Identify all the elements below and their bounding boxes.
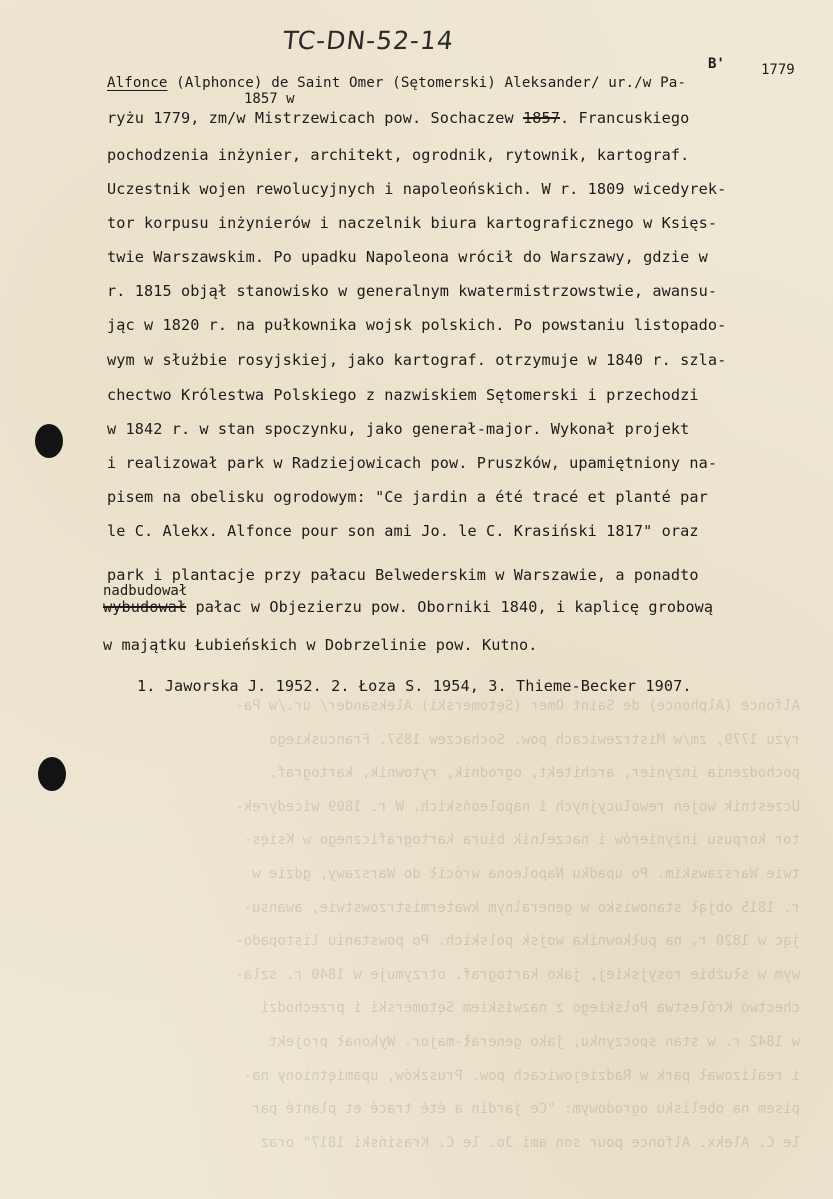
text-line-16 — [103, 598, 713, 616]
body-line: twie Warszawskim. Po upadku Napoleona wrócił do Warszawy, gdzie w — [107, 248, 708, 266]
bleed-through-line: Alfonce (Alphonce) de Saint Omer (Sętomerski) Aleksander/ ur./w Pa- — [235, 698, 800, 714]
body-line: r. 1815 objął stanowisko w generalnym kwatermistrzowstwie, awansu- — [107, 282, 718, 300]
surname: Alfonce — [107, 75, 168, 91]
bleed-through-line: pisem na obelisku ogrodowym: "Ce jardin a été tracé et planté par — [252, 1101, 800, 1118]
birth-year-annotation: 1779 — [761, 62, 795, 78]
birth-place-start: / ur./w Pa- — [590, 75, 687, 91]
death-annotation: 1857 w — [244, 91, 295, 107]
body-line: park i plantacje przy pałacu Belwederskim w Warszawie, a ponadto — [107, 566, 699, 584]
bleed-through-line: r. 1815 objął stanowisko w generalnym kwatermistrzowstwie, awansu- — [243, 899, 800, 916]
archive-signature: TC-DN-52-14 — [281, 26, 456, 55]
inserted-word: nadbudował — [103, 583, 188, 599]
line-2-end: . Francuskiego — [559, 109, 690, 127]
bleed-through-line: twie Warszawskim. Po upadku Napoleona wrócił do Warszawy, gdzie w — [252, 865, 800, 882]
bleed-through-text — [110, 690, 800, 1160]
text-line-1 — [107, 75, 686, 91]
bleed-through-line: chectwo Królestwa Polskiego z nazwiskiem Sętomerski i przechodzi — [260, 1000, 800, 1017]
text-line-2 — [107, 109, 689, 127]
line-2-start: ryżu 1779, zm/w Mistrzewicach pow. Sochaczew — [107, 109, 523, 127]
body-line: Uczestnik wojen rewolucyjnych i napoleońskich. W r. 1809 wicedyrek- — [107, 180, 727, 198]
bleed-through-line: pochodzenia inżynier, architekt, ogrodnik, rytownik, kartograf. — [268, 765, 800, 782]
body-line: w 1842 r. w stan spoczynku, jako generał-major. Wykonał projekt — [107, 420, 690, 438]
body-line: le C. Alekx. Alfonce pour son ami Jo. le C. Krasiński 1817" oraz — [107, 522, 699, 540]
body-line: tor korpusu inżynierów i naczelnik biura kartograficznego w Księs- — [107, 214, 718, 232]
body-line: pisem na obelisku ogrodowym: "Ce jardin a été tracé et planté par — [107, 488, 708, 506]
bleed-through-line: tor korpusu inżynierów i naczelnik biura kartograficznego w Księs- — [243, 832, 800, 849]
body-line: chectwo Królestwa Polskiego z nazwiskiem Sętomerski i przechodzi — [107, 386, 699, 404]
bleed-through-line: ryżu 1779, zm/w Mistrzewicach pow. Sochaczew 1857. Francuskiego — [268, 731, 800, 748]
struck-year: 1857 — [522, 109, 560, 127]
bleed-through-line: i realizował park w Radziejowicach pow. Pruszków, upamiętniony na- — [243, 1067, 800, 1084]
body-line: wym w służbie rosyjskiej, jako kartograf. otrzymuje w 1840 r. szla- — [107, 351, 727, 369]
body-line: jąc w 1820 r. na pułkownika wojsk polskich. Po powstaniu listopado- — [107, 316, 727, 334]
struck-word: wybudował — [103, 598, 187, 616]
bleed-through-line: w 1842 r. w stan spoczynku, jako generał-major. Wykonał projekt — [268, 1033, 800, 1050]
bleed-through-line: le C. Alekx. Alfonce pour son ami Jo. le C. Krasiński 1817" oraz — [260, 1134, 800, 1151]
punch-hole-bottom — [38, 757, 66, 791]
body-line: i realizował park w Radziejowicach pow. Pruszków, upamiętniony na- — [107, 454, 718, 472]
bleed-through-line: jąc w 1820 r. na pułkownika wojsk polskich. Po powstaniu listopado- — [235, 933, 800, 950]
bleed-through-line: Uczestnik wojen rewolucyjnych i napoleońskich. W r. 1809 wicedyrek- — [235, 798, 800, 815]
body-line: w majątku Łubieńskich w Dobrzelinie pow. Kutno. — [103, 636, 538, 654]
bleed-through-line: wym w służbie rosyjskiej, jako kartograf. otrzymuje w 1840 r. szla- — [235, 966, 800, 983]
name-variant: (Alphonce) de Saint Omer (Sętomerski) — [167, 75, 505, 91]
punch-hole-top — [35, 424, 63, 458]
line-16-rest: pałac w Objezierzu pow. Oborniki 1840, i kaplicę grobową — [186, 598, 714, 616]
given-name: Aleksander — [504, 75, 591, 91]
references: 1. Jaworska J. 1952. 2. Łoza S. 1954, 3. Thieme-Becker 1907. — [137, 677, 692, 695]
b-mark-annotation: B' — [708, 56, 725, 72]
body-line: pochodzenia inżynier, architekt, ogrodnik, rytownik, kartograf. — [107, 146, 690, 164]
